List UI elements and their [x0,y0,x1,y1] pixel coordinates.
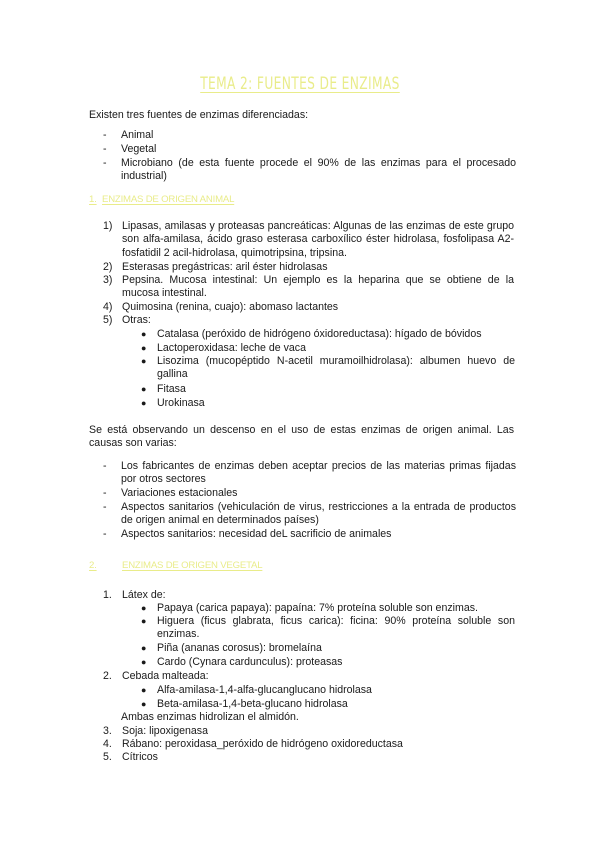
section1-number: 1. [89,194,97,205]
page-title: TEMA 2: FUENTES DE ENZIMAS [200,74,400,94]
item-number: 5) [103,314,113,326]
list-item: Esterasas pregástricas: aril éster hidrolasas [122,261,328,273]
list-item: Rábano: peroxidasa_peróxido de hidrógeno oxidoreductasa [122,738,403,750]
bullet-marker: ● [141,329,147,339]
bullet-item: Higuera (ficus glabrata, ficus carica): ficina: 90% proteína soluble son enzimas. [157,615,515,641]
bullet-marker: ● [141,643,147,653]
dash-marker: - [103,487,107,499]
bullet-item: Catalasa (peróxido de hidrógeno óxidoreductasa): hígado de bóvidos [157,328,482,340]
dash-marker: - [103,460,107,472]
bullet-item: Papaya (carica papaya): papaína: 7% proteína soluble son enzimas. [157,602,478,614]
list-item: Otras: [122,314,151,326]
dash-marker: - [103,501,107,513]
bullet-item: Cardo (Cynara cardunculus): proteasas [157,656,343,668]
bullet-marker: ● [141,356,147,366]
bullet-marker: ● [141,616,147,626]
section1-heading: ENZIMAS DE ORIGEN ANIMAL [102,194,235,205]
bullet-marker: ● [141,603,147,613]
bullet-item: Lactoperoxidasa: leche de vaca [157,342,307,354]
document-page: TEMA 2: FUENTES DE ENZIMAS Existen tres fuentes de enzimas diferenciadas: - Animal - Vegetal - Microbiano (de esta fuente procede el 90% de las enzimas para el procesado industrial) 1. ENZIMAS DE ORIGEN ANIMAL 1) Lipasas, amilasas y proteasas pancreáticas: Algunas de las enzimas de este grupo son alfa-amilasa, ácido graso esterasa carboxílico éster hidrolasa, fosfolipasa A2-fosfatidil 2 acil-hidrolasa, quimotripsina, tripsina. 2) Esterasas pregástricas: aril éster hidrolasas 3) Pepsina. Mucosa intestinal: Un ejemplo es la heparina que se obtiene de la mucosa intestinal. 4) Quimosina (renina, cuajo): abomaso lactantes 5) Otras: ● Catalasa (peróxido de hidrógeno óxidoreductasa): hígado de bóvidos ● Lactoperoxidasa: leche de vaca ● Lisozima (mucopéptido N-acetil muramoilhidrolasa): albumen huevo de gallina ● Fitasa ● Urokinasa Se está observando un descenso en el uso de estas enzimas de origen animal. Las causas son varias: - Los fabricantes de enzimas deben aceptar precios de las materias primas fijadas por otros sectores - Variaciones estacionales - Aspectos sanitarios (vehiculación de virus, restricciones a la entrada de productos de origen animal en determinados países) - Aspectos sanitarios: necesidad deL sacrificio de animales 2. ENZIMAS DE ORIGEN VEGETAL 1. Látex de: ● Papaya (carica papaya): papaína: 7% proteína soluble son enzimas. ● Higuera (ficus glabrata, ficus carica): ficina: 90% proteína soluble son enzimas. ● Piña (ananas corosus): bromelaína ● Cardo (Cynara cardunculus): proteasas 2. Cebada malteada: ● Alfa-amilasa-1,4-alfa-glucanglucano hidrolasa ● Beta-amilasa-1,4-beta-glucano hidrolasa Ambas enzimas hidrolizan el almidón. 3. Soja: lipoxigenasa 4. Rábano: peroxidasa_peróxido de hidrógeno oxidoreductasa 5. Cítricos [0,0,600,848]
list-item: Látex de: [122,589,166,601]
bullet-marker: ● [141,384,147,394]
item-number: 4. [103,738,112,750]
list-item: Pepsina. Mucosa intestinal: Un ejemplo es la heparina que se obtiene de la mucosa intestinal. [122,274,514,300]
section2-number: 2. [89,560,97,571]
item-number: 4) [103,301,113,313]
list-item: Quimosina (renina, cuajo): abomaso lactantes [122,301,339,313]
list-item: Cebada malteada: [122,670,209,682]
item-number: 1) [103,220,113,232]
bullet-marker: ● [141,343,147,353]
dash-marker: - [103,143,107,155]
bullet-marker: ● [141,398,147,408]
bullet-item: Beta-amilasa-1,4-beta-glucano hidrolasa [157,698,348,710]
item-number: 3. [103,725,112,737]
dash-marker: - [103,528,107,540]
item-number: 2) [103,261,113,273]
list-item: Lipasas, amilasas y proteasas pancreáticas: Algunas de las enzimas de este grupo son alfa-amilasa, ácido graso esterasa carboxílico éster hidrolasa, fosfolipasa A2-fosfatidil 2 acil-hidrolasa, quimotripsina, tripsina. [122,220,514,259]
bullet-marker: ● [141,657,147,667]
section2-heading: ENZIMAS DE ORIGEN VEGETAL [122,560,263,571]
item-number: 3) [103,274,113,286]
bullet-item: Urokinasa [157,397,205,409]
bullet-item: Piña (ananas corosus): bromelaína [157,642,322,654]
item-number: 5. [103,751,112,763]
item-number: 2. [103,670,112,682]
dash-marker: - [103,129,107,141]
bullet-item: Alfa-amilasa-1,4-alfa-glucanglucano hidrolasa [157,684,372,696]
dash-marker: - [103,157,107,169]
intro-text: Existen tres fuentes de enzimas diferenciadas: [89,109,309,121]
item-number: 1. [103,589,112,601]
list-item: Cítricos [122,751,158,763]
bullet-marker: ● [141,685,147,695]
decline-paragraph: Se está observando un descenso en el uso de estas enzimas de origen animal. Las causas son varias: [89,424,514,450]
bullet-marker: ● [141,699,147,709]
list-item: Soja: lipoxigenasa [122,725,208,737]
bullet-item: Lisozima (mucopéptido N-acetil muramoilhidrolasa): albumen huevo de gallina [157,355,515,381]
bullet-item: Fitasa [157,383,186,395]
note-text: Ambas enzimas hidrolizan el almidón. [121,711,299,723]
